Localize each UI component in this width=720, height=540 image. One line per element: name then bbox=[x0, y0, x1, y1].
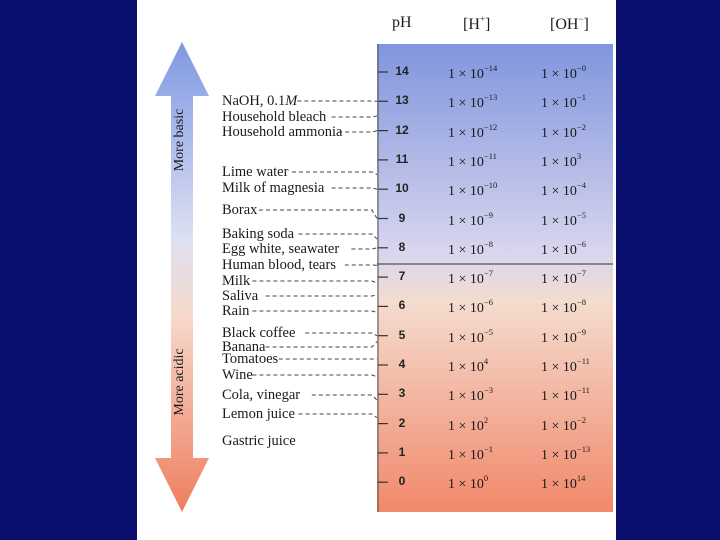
substance-label: Black coffee bbox=[222, 325, 296, 341]
substance-label: Milk of magnesia bbox=[222, 180, 325, 196]
leader-line bbox=[312, 395, 377, 400]
substance-label: Saliva bbox=[222, 288, 259, 304]
ph-value: 8 bbox=[398, 239, 406, 254]
leader-line bbox=[252, 375, 377, 377]
ph-value: 7 bbox=[398, 269, 406, 284]
substance-label: Human blood, tears bbox=[222, 257, 336, 273]
h-concentration-cell: $1 \times 10^4$ bbox=[448, 356, 489, 375]
oh-concentration-cell: $1 \times 10^3$ bbox=[541, 150, 582, 170]
oh-concentration-cell: $1 \times 10^{-6}$ bbox=[541, 238, 586, 258]
substance-label: Borax bbox=[222, 202, 258, 218]
ph-value: 2 bbox=[398, 415, 406, 430]
substance-label: Lemon juice bbox=[222, 406, 295, 422]
substance-label: Egg white, seawater bbox=[222, 241, 340, 257]
ph-value: 6 bbox=[398, 298, 406, 313]
ph-value: 9 bbox=[398, 210, 406, 225]
leader-line bbox=[332, 188, 377, 189]
ph-value: 13 bbox=[395, 93, 409, 108]
substance-label: Lime water bbox=[222, 164, 289, 180]
substance-label: Cola, vinegar bbox=[222, 387, 301, 403]
leader-line bbox=[299, 234, 377, 239]
h-concentration-cell: $1 \times 10^{-7}$ bbox=[448, 268, 493, 288]
oh-concentration-cell: $1 \times 10^{-11}$ bbox=[541, 356, 590, 375]
oh-concentration-cell: $1 \times 10^{-13}$ bbox=[541, 443, 591, 463]
substance-label: NaOH, 0.1M bbox=[222, 93, 298, 109]
ph-value: 0 bbox=[398, 474, 406, 489]
leader-line bbox=[259, 210, 377, 219]
ph-value: 3 bbox=[398, 386, 406, 401]
ph-value: 1 bbox=[398, 444, 406, 459]
oh-concentration-cell: $1 \times 10^{-9}$ bbox=[541, 326, 586, 346]
h-concentration-cell: $1 \times 10^{-12}$ bbox=[448, 121, 498, 141]
leader-line bbox=[305, 333, 377, 336]
oh-concentration-cell: $1 \times 10^{-8}$ bbox=[541, 297, 586, 317]
oh-concentration-cell: $1 \times 10^{-2}$ bbox=[541, 121, 586, 141]
oh-concentration-cell: $1 \times 10^{-0}$ bbox=[541, 63, 586, 82]
leader-line bbox=[338, 131, 377, 132]
h-concentration-cell: $1 \times 10^{-5}$ bbox=[448, 326, 493, 346]
h-concentration-cell: $1 \times 10^{-8}$ bbox=[448, 238, 493, 258]
header-oh-concentration: [OH−] bbox=[550, 14, 589, 33]
substance-label: Tomatoes bbox=[222, 351, 279, 367]
leader-line bbox=[266, 295, 377, 296]
substance-label: Household ammonia bbox=[222, 124, 343, 140]
ph-value: 14 bbox=[395, 64, 409, 78]
oh-concentration-cell: $1 \times 10^{-4}$ bbox=[541, 180, 586, 200]
h-concentration-cell: $1 \times 10^2$ bbox=[448, 414, 489, 434]
substance-label: Baking soda bbox=[222, 226, 295, 242]
substance-label: Banana bbox=[222, 339, 266, 355]
oh-concentration-cell: $1 \times 10^{-11}$ bbox=[541, 385, 590, 405]
leader-line bbox=[252, 281, 377, 283]
leader-line bbox=[351, 248, 377, 249]
oh-concentration-cell: $1 \times 10^{-5}$ bbox=[541, 209, 586, 229]
leader-line bbox=[292, 172, 377, 175]
leader-line bbox=[266, 342, 377, 347]
header-h-concentration: [H+] bbox=[463, 14, 491, 33]
h-concentration-cell: $1 \times 10^{-3}$ bbox=[448, 385, 493, 405]
more-acidic-label: More acidic bbox=[172, 348, 187, 416]
h-concentration-cell: $1 \times 10^{-1}$ bbox=[448, 443, 493, 463]
h-concentration-cell: $1 \times 10^{-11}$ bbox=[448, 150, 497, 170]
h-concentration-cell: $1 \times 10^{-14}$ bbox=[448, 63, 498, 82]
oh-concentration-cell: $1 \times 10^{14}$ bbox=[541, 473, 586, 493]
ph-value: 5 bbox=[398, 327, 406, 342]
ph-value: 4 bbox=[398, 357, 406, 371]
h-concentration-cell: $1 \times 10^{-9}$ bbox=[448, 209, 493, 229]
leader-line bbox=[332, 116, 377, 117]
substance-label: Rain bbox=[222, 303, 250, 319]
header-ph: pH bbox=[392, 14, 412, 31]
h-concentration-cell: $1 \times 10^{-10}$ bbox=[448, 180, 498, 200]
oh-concentration-cell: $1 \times 10^{-1}$ bbox=[541, 92, 586, 112]
substance-label: Milk bbox=[222, 273, 251, 289]
ph-value: 11 bbox=[395, 151, 409, 166]
oh-concentration-cell: $1 \times 10^{-2}$ bbox=[541, 414, 586, 434]
oh-concentration-cell: $1 \times 10^{-7}$ bbox=[541, 268, 586, 288]
h-concentration-cell: $1 \times 10^{-13}$ bbox=[448, 92, 498, 112]
leader-line bbox=[252, 311, 377, 312]
substance-label: Gastric juice bbox=[222, 433, 296, 449]
substance-label: Wine bbox=[222, 367, 253, 383]
h-concentration-cell: $1 \times 10^{-6}$ bbox=[448, 297, 493, 317]
ph-value: 10 bbox=[395, 181, 409, 196]
ph-value: 12 bbox=[395, 122, 409, 137]
more-basic-label: More basic bbox=[172, 108, 187, 172]
h-concentration-cell: $1 \times 10^0$ bbox=[448, 473, 489, 493]
leader-line bbox=[299, 414, 377, 418]
substance-label: Household bleach bbox=[222, 109, 327, 125]
